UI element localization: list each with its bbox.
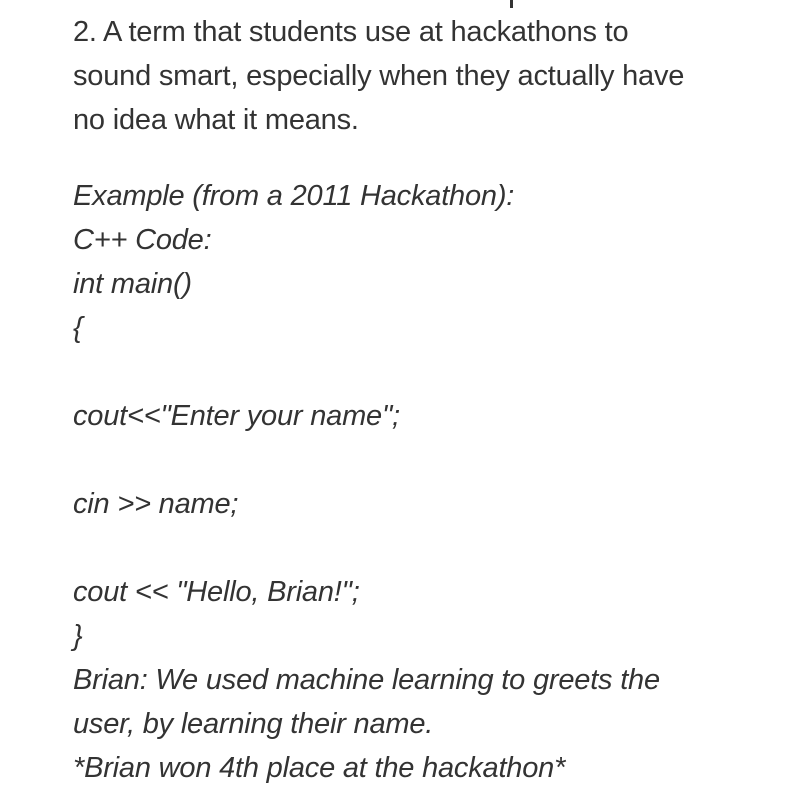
code-line: cin >> name; <box>73 488 239 520</box>
code-line: cout << "Hello, Brian!"; <box>73 576 360 608</box>
code-blank-line <box>73 438 773 482</box>
code-label: C++ Code: <box>73 224 212 256</box>
clipped-text-fragment <box>510 0 513 8</box>
code-blank-line <box>73 350 773 394</box>
example-footnote: *Brian won 4th place at the hackathon* <box>73 752 566 784</box>
definition-text <box>73 10 773 142</box>
code-line: int main() <box>73 268 192 300</box>
code-line: cout<<"Enter your name"; <box>73 400 400 432</box>
example-commentary: user, by learning their name. <box>73 708 434 740</box>
code-line: } <box>73 620 83 652</box>
example-heading: Example (from a 2011 Hackathon): <box>73 180 515 212</box>
example-commentary: Brian: We used machine learning to greets the <box>73 664 660 696</box>
definition-line: 2. A term that students use at hackathons to <box>73 16 629 48</box>
definition-line: no idea what it means. <box>73 104 359 136</box>
example-block <box>73 174 773 790</box>
code-line: { <box>73 312 83 344</box>
code-blank-line <box>73 526 773 570</box>
definition-line: sound smart, especially when they actually have <box>73 60 685 92</box>
